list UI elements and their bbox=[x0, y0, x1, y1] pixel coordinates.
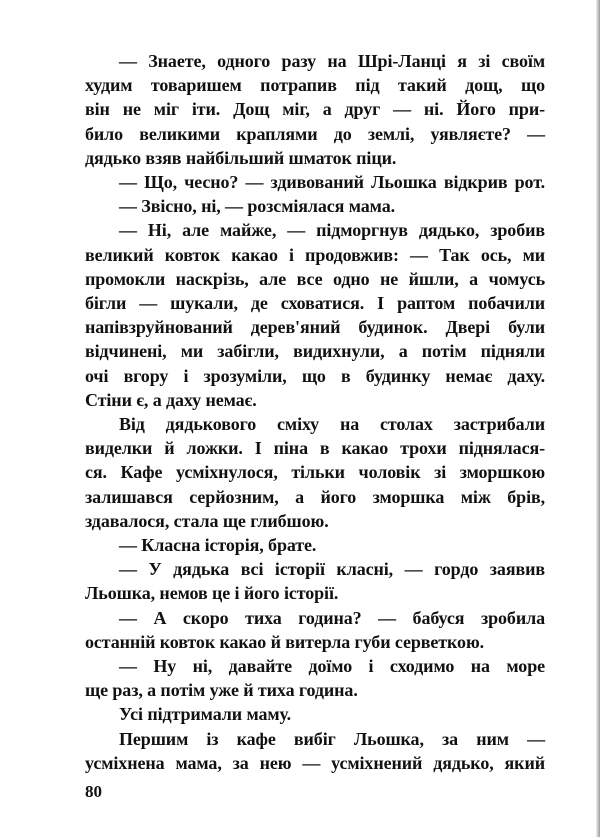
body-text bbox=[85, 49, 545, 775]
text-line: дядько взяв найбільший шматок піци. bbox=[85, 147, 397, 168]
text-line: бігли — шукали, де сховатися. І раптом побачили bbox=[85, 293, 545, 314]
text-line: відчинені, ми забігли, видихнули, а потім підняли bbox=[85, 341, 545, 362]
text-line: — Звісно, ні, — розсміялася мама. bbox=[119, 196, 395, 217]
text-line: Усі підтримали маму. bbox=[119, 704, 292, 725]
text-line: він не міг іти. Дощ міг, а друг — ні. Його при- bbox=[85, 99, 545, 120]
text-line: Першим із кафе вибіг Льошка, за ним — bbox=[119, 728, 545, 749]
text-line: — У дядька всі історії класні, — гордо заявив bbox=[119, 559, 545, 580]
text-line: — Знаете, одного разу на Шрі-Ланці я зі своїм bbox=[119, 51, 545, 71]
page-edge-shadow bbox=[596, 0, 600, 837]
text-line: великий ковток какао і продовжив: — Так ось, ми bbox=[85, 244, 545, 265]
text-line: очі вгору і зрозуміли, що в будинку немає даху. bbox=[85, 365, 545, 386]
text-line: Від дядькового сміху на столах застрибали bbox=[119, 414, 545, 435]
text-line: — Ні, але майже, — підморгнув дядько, зробив bbox=[119, 220, 545, 241]
text-line: — Ну ні, давайте доїмо і сходимо на море bbox=[119, 656, 545, 677]
text-line: залишався серйозним, а його зморшка між брів, bbox=[85, 486, 545, 507]
text-line: худим товаришем потрапив під такий дощ, що bbox=[85, 75, 545, 96]
text-line: Стіни є, а даху немає. bbox=[85, 389, 257, 410]
text-line: — Що, чесно? — здивований Льошка відкрив рот. bbox=[119, 172, 545, 193]
text-line: ся. Кафе усміхнулося, тільки чоловік зі зморшкою bbox=[85, 462, 545, 483]
text-line: ще раз, а потім уже й тиха година. bbox=[85, 680, 358, 701]
text-line: — Класна історія, брате. bbox=[119, 535, 317, 556]
page-number: 80 bbox=[85, 782, 102, 801]
text-line: виделки й ложки. І піна в какао трохи піднялася- bbox=[85, 438, 545, 459]
text-line: здавалося, стала ще глибшою. bbox=[85, 510, 329, 531]
text-line: Льошка, немов це і його історії. bbox=[85, 583, 339, 604]
text-line: — А скоро тиха година? — бабуся зробила bbox=[119, 607, 545, 628]
text-line: било великими краплями до землі, уявляєте? — bbox=[85, 123, 545, 144]
text-line: промокли наскрізь, але все одно не йшли, а чомусь bbox=[85, 268, 545, 289]
text-line: напівзруйнований дерев'яний будинок. Двері були bbox=[85, 317, 545, 338]
text-line: останній ковток какао й витерла губи серветкою. bbox=[85, 631, 485, 652]
text-line: усміхнена мама, за нею — усміхнений дядько, який bbox=[85, 752, 545, 773]
